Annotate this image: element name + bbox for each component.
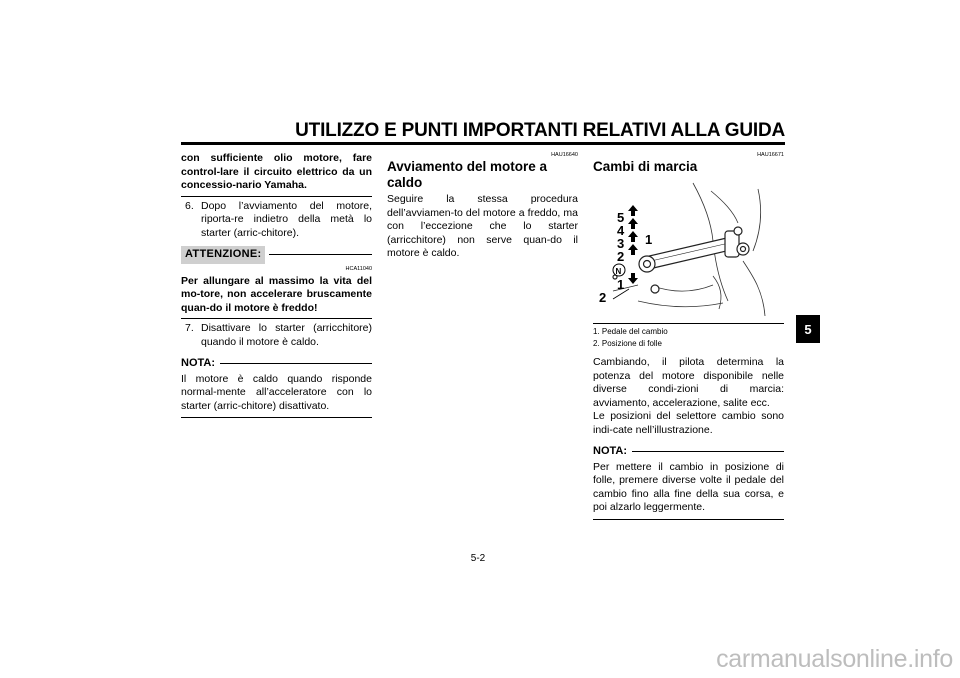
chapter-tab[interactable]: 5 [796,315,820,343]
section-title: Avviamento del motore a caldo [387,159,548,190]
step-6 [181,200,372,241]
header-rule [181,142,785,145]
gear-label-1: 1 [617,277,625,292]
nota-text: Il motore è caldo quando risponde normal-mente all’acceleratore con lo starter (arric-chitore) disattivato. [181,372,372,412]
figure-caption-1: 1. Pedale del cambio [593,327,668,336]
nota-header [593,445,784,459]
step-text: Dopo l’avviamento del motore, riporta-re indietro della metà lo starter (arric-chitore). [201,199,372,239]
section-title: Cambi di marcia [593,159,698,174]
nota-label: NOTA: [593,445,628,457]
divider [181,318,372,319]
figure-caption-2: 2. Posizione di folle [593,339,662,348]
page-header-title: UTILIZZO E PUNTI IMPORTANTI RELATIVI ALLA GUIDA [295,120,785,141]
divider [181,196,372,197]
gear-label-3: 3 [617,236,625,251]
column-right [593,152,784,520]
nota-rule [632,451,784,452]
divider [593,519,784,520]
attention-code: HCA11040 [345,265,372,272]
intro-warning-text: con sufficiente olio motore, fare control-lare il circuito elettrico da un concessio-nario Yamaha. [181,152,372,191]
gear-label-2: 2 [617,249,625,264]
gear-shift-illustration [593,181,784,321]
callout-neutral-position: 2 [599,290,607,305]
column-left [181,152,372,418]
attention-header [181,246,372,264]
callout-pedal: 1 [645,232,653,247]
gear-label-5: 5 [617,210,625,225]
column-middle [387,152,578,261]
nota-header [181,357,372,371]
step-7 [181,322,372,349]
paragraph: Cambiando, il pilota determina la potenza del motore disponibile nelle diverse condi-zioni di marcia: avviamento, accelerazione, salite ecc. [593,356,784,409]
step-number: 6. [185,199,194,212]
nota-rule [220,363,372,364]
gear-label-4: 4 [617,223,625,238]
page-number: 5-2 [470,553,486,564]
section-code: HAU16640 [551,152,578,158]
section-text: Seguire la stessa procedura dell’avviamen-to del motore a freddo, ma con l’eccezione che lo starter (arricchitore) non serve quan-do il motore è caldo. [387,193,578,259]
divider [593,323,784,324]
divider [181,417,372,418]
section-code: HAU16671 [757,152,784,158]
gear-label-neutral: N [615,266,622,276]
watermark: carmanualsonline.info [716,645,953,673]
attention-badge: ATTENZIONE: [181,246,265,264]
step-number: 7. [185,322,194,334]
attention-rule [269,254,372,255]
step-text: Disattivare lo starter (arricchitore) quando il motore è caldo. [201,322,372,348]
nota-label: NOTA: [181,357,216,369]
attention-text: Per allungare al massimo la vita del mo-tore, non accelerare bruscamente quan-do il motore è freddo! [181,274,372,314]
paragraph: Le posizioni del selettore cambio sono indi-cate nell’illustrazione. [593,410,784,436]
nota-text: Per mettere il cambio in posizione di folle, premere diverse volte il pedale del cambio fino alla fine della sua corsa, e poi alzarlo leggermente. [593,460,784,513]
